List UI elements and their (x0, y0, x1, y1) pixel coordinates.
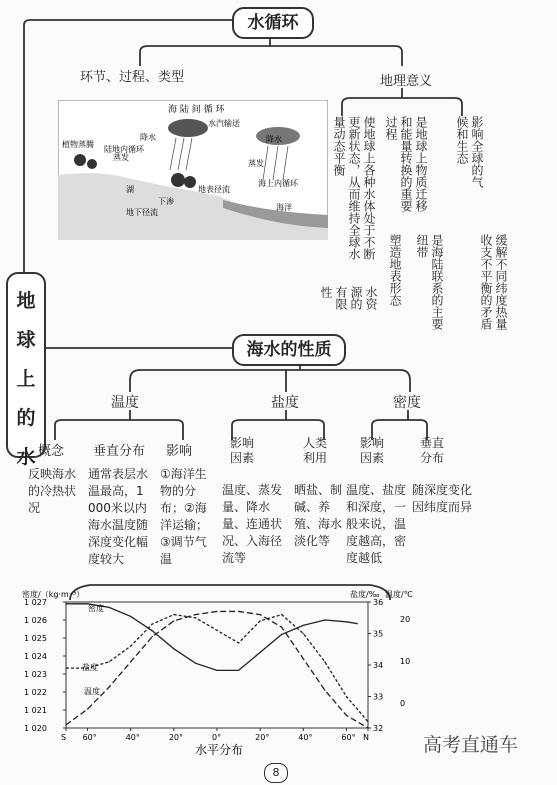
illus-evap2: 蒸发 (248, 159, 264, 168)
chart-series-label: 温度 (84, 687, 100, 696)
cat-salinity: 盐度 (271, 395, 299, 411)
chart-temp-tick-label: 10 (400, 657, 411, 666)
chart-point (195, 663, 196, 664)
chart-ylabel-sal: 盐度/‰ (350, 590, 380, 599)
illus-evap1: 蒸发 (113, 153, 129, 162)
illus-vapor: 水汽输送 (208, 119, 240, 128)
chart-point (195, 614, 196, 615)
watermark: 高考直通车 (423, 734, 519, 756)
chart-point (324, 661, 325, 662)
chart-point (303, 633, 304, 634)
chart-point (65, 668, 66, 669)
chart-x-tick-label: 60° (82, 733, 97, 742)
temp-influence-text: ①海洋生物的分布；②海洋运输；③调节气温 (160, 467, 209, 566)
chart-point (260, 620, 261, 621)
chart-point (367, 727, 368, 728)
side-char: 上 (16, 368, 36, 390)
illus-infil: 下渗 (158, 197, 174, 206)
temp-concept-text: 反映海水的冷热状况 (28, 467, 77, 515)
chart-density-tick-label: 1 026 (24, 616, 47, 625)
page-number: 8 (264, 763, 288, 783)
chart-point (216, 611, 217, 612)
water-cycle-title: 水循环 (232, 7, 314, 39)
side-char: 的 (16, 407, 36, 429)
chart-salinity-tick-label: 34 (373, 661, 384, 670)
chart-point (238, 670, 239, 671)
cat-density: 密度 (393, 395, 421, 411)
sig-col1: 使地球上各种水体处于不断更新状态，从而维持全球水量动态平衡 (332, 116, 376, 260)
sig-col3: 影响全球的气候和生态 (455, 116, 484, 188)
chart-density-tick-label: 1 024 (24, 652, 47, 661)
chart-density-tick-label: 1 021 (24, 706, 47, 715)
sal-use-label: 人类利用 (303, 436, 328, 465)
chart-density-tick-label: 1 027 (24, 598, 47, 607)
chart-salinity-tick-label: 35 (373, 629, 384, 639)
chart-density-tick-label: 1 022 (24, 688, 47, 697)
chart-point (195, 617, 196, 618)
illus-precip1: 降水 (140, 133, 156, 142)
chart-point (346, 621, 347, 622)
den-factors-text: 温度、盐度和深度，一般来说，温度越高，密度越低 (346, 483, 407, 565)
water-cycle-illustration (58, 100, 328, 240)
chart-point (303, 658, 304, 659)
sal-use-text: 晒盐、制碱、养殖、海水淡化等 (294, 483, 343, 548)
chart-point (109, 686, 110, 687)
chart-point (281, 634, 282, 635)
seawater-title: 海水的性质 (232, 334, 346, 366)
side-char: 球 (16, 329, 36, 351)
den-vertical-label: 垂直分布 (420, 436, 445, 465)
sig-col2-sub1: 塑造地表形态 (388, 234, 402, 306)
chart-point (324, 690, 325, 691)
illus-inland: 陆地内循环 (104, 145, 144, 154)
chart-point (173, 620, 174, 621)
chart-series-label: 密度 (88, 604, 104, 613)
chart-point (238, 611, 239, 612)
chart-xlabel: 水平分布 (195, 743, 244, 756)
chart-point (346, 715, 347, 716)
temp-vertical-label: 垂直分布 (93, 444, 146, 459)
temp-influence-label: 影响 (166, 444, 193, 459)
chart-point (260, 652, 261, 653)
chart-x-tick-label: 40° (125, 733, 140, 742)
side-title-box (6, 272, 46, 468)
seawater-chart (20, 588, 420, 756)
cat-temperature: 温度 (111, 395, 139, 411)
branch-significance: 地理意义 (380, 74, 433, 89)
sig-col1-sub: 水资源的有限性 (319, 286, 378, 310)
chart-point (281, 627, 282, 628)
chart-point (152, 630, 153, 631)
illus-lake: 湖 (126, 185, 134, 194)
chart-x-tick-label: 0° (212, 733, 222, 742)
chart-point (130, 616, 131, 617)
chart-point (130, 646, 131, 647)
chart-point (109, 607, 110, 608)
chart-point (130, 661, 131, 662)
temp-vertical-text: 通常表层水温最高，1 000米以内海水温度随深度变化幅度较大 (88, 467, 149, 566)
chart-x-tick-label: 60° (341, 733, 356, 742)
chart-point (216, 630, 217, 631)
illus-ocean: 海洋 (276, 203, 292, 212)
temp-concept-label: 概念 (38, 444, 65, 459)
illus-title: 海 陆 间 循 环 (168, 105, 225, 115)
sal-factors-label: 影响因素 (230, 436, 255, 465)
chart-point (238, 642, 239, 643)
illus-precip2: 降水 (266, 135, 282, 144)
chart-salinity-tick-label: 36 (373, 598, 384, 607)
chart-point (281, 614, 282, 615)
chart-point (367, 721, 368, 722)
side-char: 地 (16, 290, 36, 312)
chart-point (346, 696, 347, 697)
chart-point (65, 603, 66, 604)
illus-under: 地下径流 (126, 208, 158, 217)
chart-point (152, 623, 153, 624)
chart-temp-tick-label: 0 (400, 699, 406, 708)
sig-col2: 是地球上物质迁移和能量转换的重要过程 (384, 116, 428, 212)
chart-x-tick-label: N (363, 733, 369, 742)
illus-maritime: 海上内循环 (258, 179, 298, 188)
chart-temp-tick-label: 20 (400, 615, 411, 624)
chart-point (216, 670, 217, 671)
chart-point (173, 648, 174, 649)
chart-point (260, 614, 261, 615)
chart-x-tick-label: 20° (168, 733, 184, 742)
chart-point (152, 636, 153, 637)
sig-col3-sub: 缓解不同纬度热量收支不平衡的矛盾 (479, 234, 508, 330)
chart-series-line-0 (66, 604, 357, 671)
chart-series-label: 盐度 (82, 663, 98, 672)
chart-point (357, 623, 358, 624)
chart-x-tick-label: 40° (298, 733, 313, 742)
chart-ylabel-temp: 温度/℃ (385, 590, 413, 599)
chart-x-tick-label: S (61, 733, 67, 742)
chart-x-tick-label: 20° (255, 733, 270, 742)
chart-point (303, 625, 304, 626)
den-vertical-text: 随深度变化因纬度而异 (412, 483, 473, 514)
side-char: 水 (16, 446, 36, 468)
branch-cycle-process: 环节、过程、类型 (80, 70, 185, 85)
chart-point (87, 709, 88, 710)
chart-density-tick-label: 1 023 (24, 670, 47, 679)
illus-surface: 地表径流 (198, 185, 230, 194)
chart-density-tick-label: 1 020 (24, 724, 47, 733)
chart-point (324, 619, 325, 620)
chart-point (109, 661, 110, 662)
den-factors-label: 影响因素 (360, 436, 385, 465)
chart-point (173, 614, 174, 615)
chart-ylabel-left: 密度/（kg·m⁻³） (22, 590, 85, 599)
sig-col2-sub2: 是海陆联系的主要纽带 (415, 234, 444, 330)
sal-factors-text: 温度、蒸发量、降水量、连通状况、入海径流等 (222, 483, 283, 565)
chart-point (65, 724, 66, 725)
chart-salinity-tick-label: 33 (373, 692, 384, 702)
chart-density-tick-label: 1 025 (24, 634, 47, 643)
illus-transp: 植物蒸腾 (62, 140, 94, 149)
chart-salinity-tick-label: 32 (373, 724, 384, 733)
